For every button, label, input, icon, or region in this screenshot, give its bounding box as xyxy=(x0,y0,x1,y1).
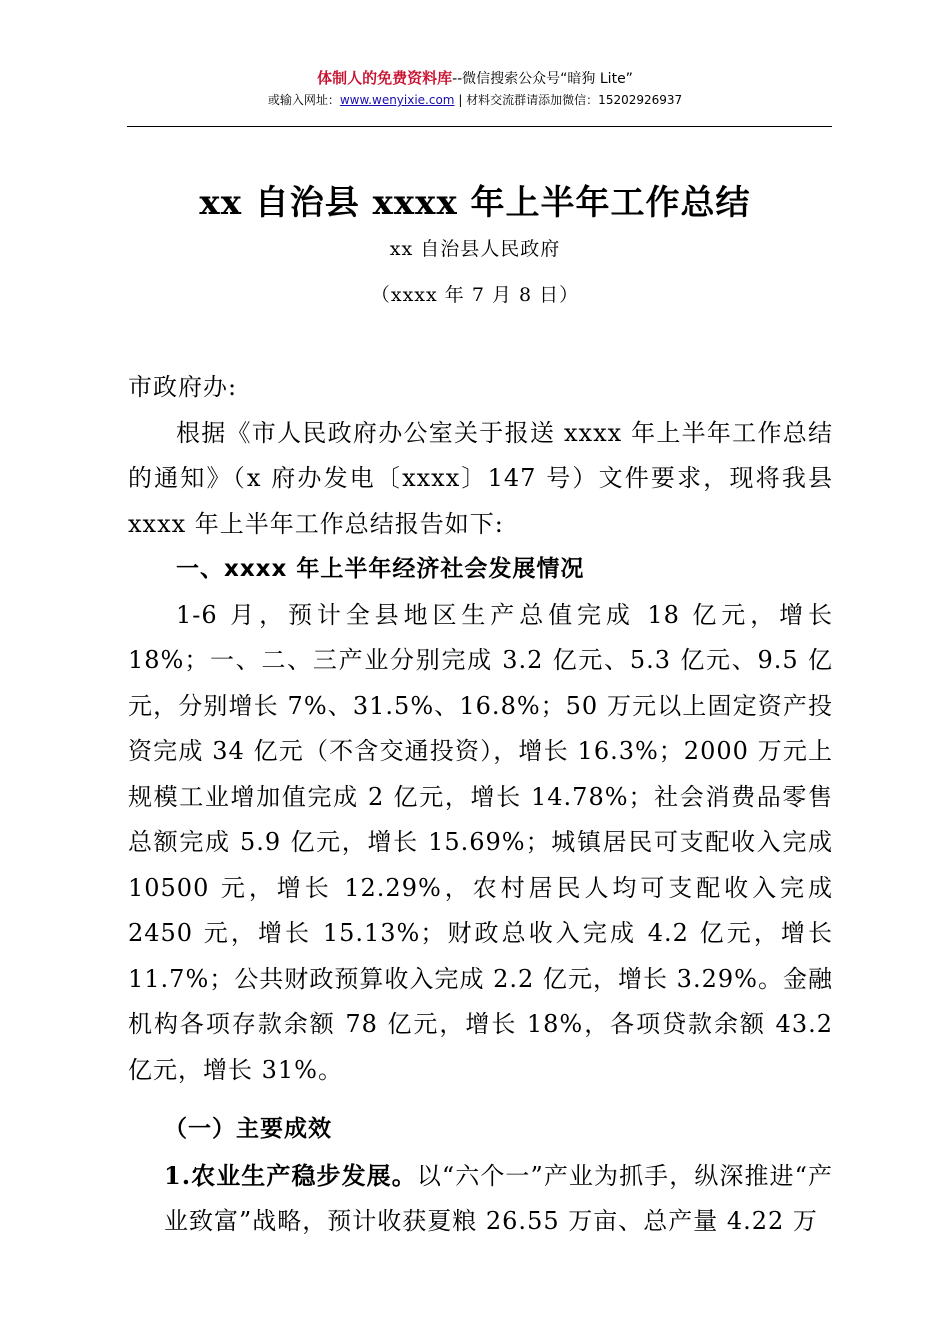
header-divider xyxy=(127,126,832,127)
promo-header-line1 xyxy=(0,67,950,88)
brand-tagline: --微信搜索公众号“暗狗 Lite” xyxy=(452,71,633,87)
item1-lead: 1.农业生产稳步发展。 xyxy=(164,1160,417,1190)
document-title: xx 自治县 xxxx 年上半年工作总结 xyxy=(199,183,751,223)
document-issuer: xx 自治县人民政府 xyxy=(389,238,561,260)
item1-text: 以“六个一”产业为抓手，纵深推进“产业致富”战略，预计收获夏粮 26.55 万亩、总产量 4.22 万 xyxy=(164,1161,833,1235)
promo-header-line2 xyxy=(0,91,950,108)
subsection1-heading: （一）主要成效 xyxy=(164,1116,332,1142)
document-body xyxy=(128,365,833,1245)
section1-paragraph: 1-6 月，预计全县地区生产总值完成 18 亿元，增长 18%；一、二、三产业分别完成 3.2 亿元、5.3 亿元、9.5 亿元，分别增长 7%、31.5%、16.8%；50 万元以上固定资产投资完成 34 亿元（不含交通投资），增长 16.3%；2000 万元上规模工业增加值完成 2 亿元，增长 14.78%；社会消费品零售总额完成 5.9 亿元，增长 15.69%；城镇居民可支配收入完成 10500 元，增长 12.29%，农村居民人均可支配收入完成 2450 元，增长 15.13%；财政总收入完成 4.2 亿元，增长 11.7%；公共财政预算收入完成 2.2 亿元，增长 3.29%。金融机构各项存款余额 78 亿元，增长 18%，各项贷款余额 43.2 亿元，增长 31%。 xyxy=(128,600,833,1084)
brand-name: 体制人的免费资料库 xyxy=(317,69,453,87)
salutation: 市政府办: xyxy=(128,373,238,401)
intro-paragraph: 根据《市人民政府办公室关于报送 xxxx 年上半年工作总结的通知》（x 府办发电〔xxxx〕147 号）文件要求，现将我县 xxxx 年上半年工作总结报告如下: xyxy=(128,418,833,538)
website-link[interactable]: www.wenyixie.com xyxy=(339,93,455,107)
section1-heading: 一、xxxx 年上半年经济社会发展情况 xyxy=(176,556,585,582)
document-date: （xxxx 年 7 月 8 日） xyxy=(370,284,580,306)
url-prefix: 或输入网址： xyxy=(267,93,340,107)
item1-paragraph xyxy=(128,1153,833,1245)
contact-text: | 材料交流群请添加微信：15202926937 xyxy=(458,93,683,107)
